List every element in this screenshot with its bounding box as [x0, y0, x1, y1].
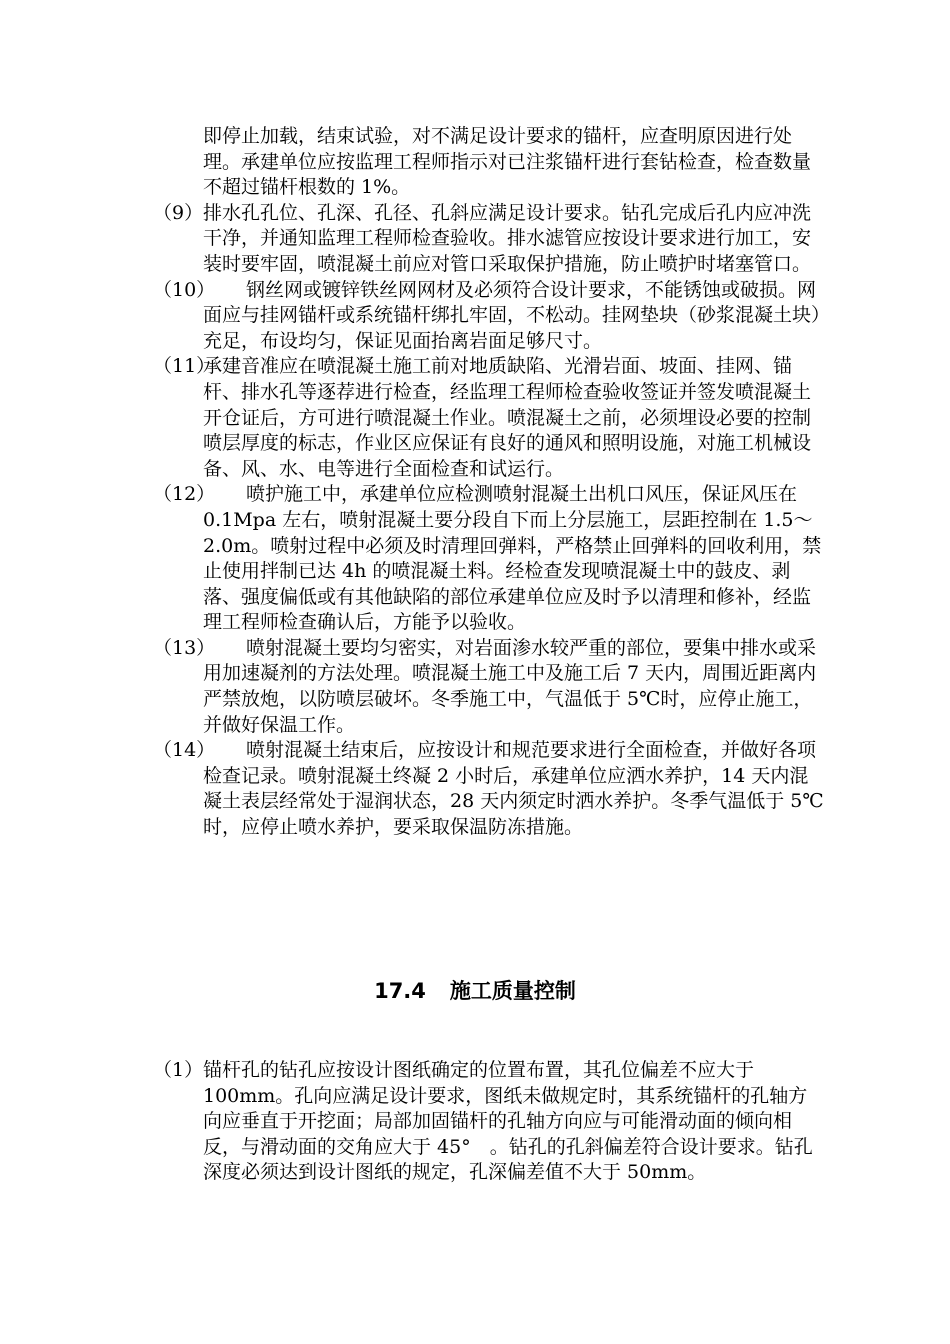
section-title: 施工质量控制 — [449, 979, 576, 1003]
list-item-number: （12） — [153, 483, 216, 506]
list-item-12 — [153, 482, 825, 636]
list-item-text: 喷射混凝土要均匀密实，对岩面渗水较严重的部位，要集中排水或采用加速凝剂的方法处理。喷混凝土施工中及施工后 7 天内，周围近距离内严禁放炮，以防喷层破坏。冬季施工中，气温低于 5℃时，应停止施工，并做好保温工作。 — [203, 636, 817, 736]
list-item-number: （10） — [153, 278, 216, 301]
list-item-number: （11） — [153, 355, 216, 378]
body-text-upper — [153, 124, 825, 841]
list-item-14 — [153, 738, 825, 840]
list-item-text: 钢丝网或镀锌铁丝网网材及必须符合设计要求，不能锈蚀或破损。网面应与挂网锚杆或系统锚杆绑扎牢固，不松动。挂网垫块（砂浆混凝土块）充足，布设均匀，保证见面抬离岩面足够尺寸。 — [203, 278, 821, 352]
list-item-number: （9） — [153, 201, 204, 224]
list-item-1 — [153, 1058, 825, 1186]
list-item-number: （13） — [153, 636, 216, 659]
list-item-10 — [153, 278, 825, 355]
list-item-13 — [153, 636, 825, 738]
section-heading — [0, 976, 950, 1006]
list-item-text: 承建音准应在喷混凝土施工前对地质缺陷、光滑岩面、坡面、挂网、锚杆、排水孔等逐荐进行检查，经监理工程师检查验收签证并签发喷混凝土开仓证后，方可进行喷混凝土作业。喷混凝土之前，必须埋设必要的控制喷层厚度的标志，作业区应保证有良好的通风和照明设施，对施工机械设备、风、水、电等进行全面检查和试运行。 — [203, 355, 812, 480]
list-item-text: 喷护施工中，承建单位应检测喷射混凝土出机口风压，保证风压在 0.1Mpa 左右，喷射混凝土要分段自下而上分层施工，层距控制在 1.5～2.0m。喷射过程中必须及时清理回弹料，严格禁止回弹料的回收利用，禁止使用拌制已达 4h 的喷混凝土料。经检查发现喷混凝土中的鼓皮、剥落、强度偏低或有其他缺陷的部位承建单位应及时予以清理和修补，经监理工程师检查确认后，方能予以验收。 — [203, 483, 822, 634]
list-item-number: （14） — [153, 739, 216, 762]
body-text-lower — [153, 1058, 825, 1186]
list-item-text: 锚杆孔的钻孔应按设计图纸确定的位置布置，其孔位偏差不应大于 100mm。孔向应满足设计要求，图纸未做规定时，其系统锚杆的孔轴方向应垂直于开挖面；局部加固锚杆的孔轴方向应与可能滑动面的倾向相反，与滑动面的交角应大于 45° 。钻孔的孔斜偏差符合设计要求。钻孔深度必须达到设计图纸的规定，孔深偏差值不大于 50mm。 — [203, 1059, 813, 1184]
list-item-text: 排水孔孔位、孔深、孔径、孔斜应满足设计要求。钻孔完成后孔内应冲洗干净，并通知监理工程师检查验收。排水滤管应按设计要求进行加工，安装时要牢固，喷混凝土前应对管口采取保护措施，防止喷护时堵塞管口。 — [203, 201, 812, 275]
list-item-text: 喷射混凝土结束后，应按设计和规范要求进行全面检查，并做好各项检查记录。喷射混凝土终凝 2 小时后，承建单位应洒水养护，14 天内混凝土表层经常处于湿润状态，28 天内须定时洒水养护。冬季气温低于 5℃时，应停止喷水养护，要采取保温防冻措施。 — [203, 739, 824, 839]
list-item-11 — [153, 354, 825, 482]
list-item-9 — [153, 201, 825, 278]
list-item-number: （1） — [153, 1059, 204, 1081]
continuation-paragraph: 即停止加载，结束试验，对不满足设计要求的锚杆，应查明原因进行处理。承建单位应按监理工程师指示对已注浆锚杆进行套钻检查，检查数量不超过锚杆根数的 1%。 — [203, 125, 812, 199]
section-number: 17.4 — [374, 979, 426, 1003]
